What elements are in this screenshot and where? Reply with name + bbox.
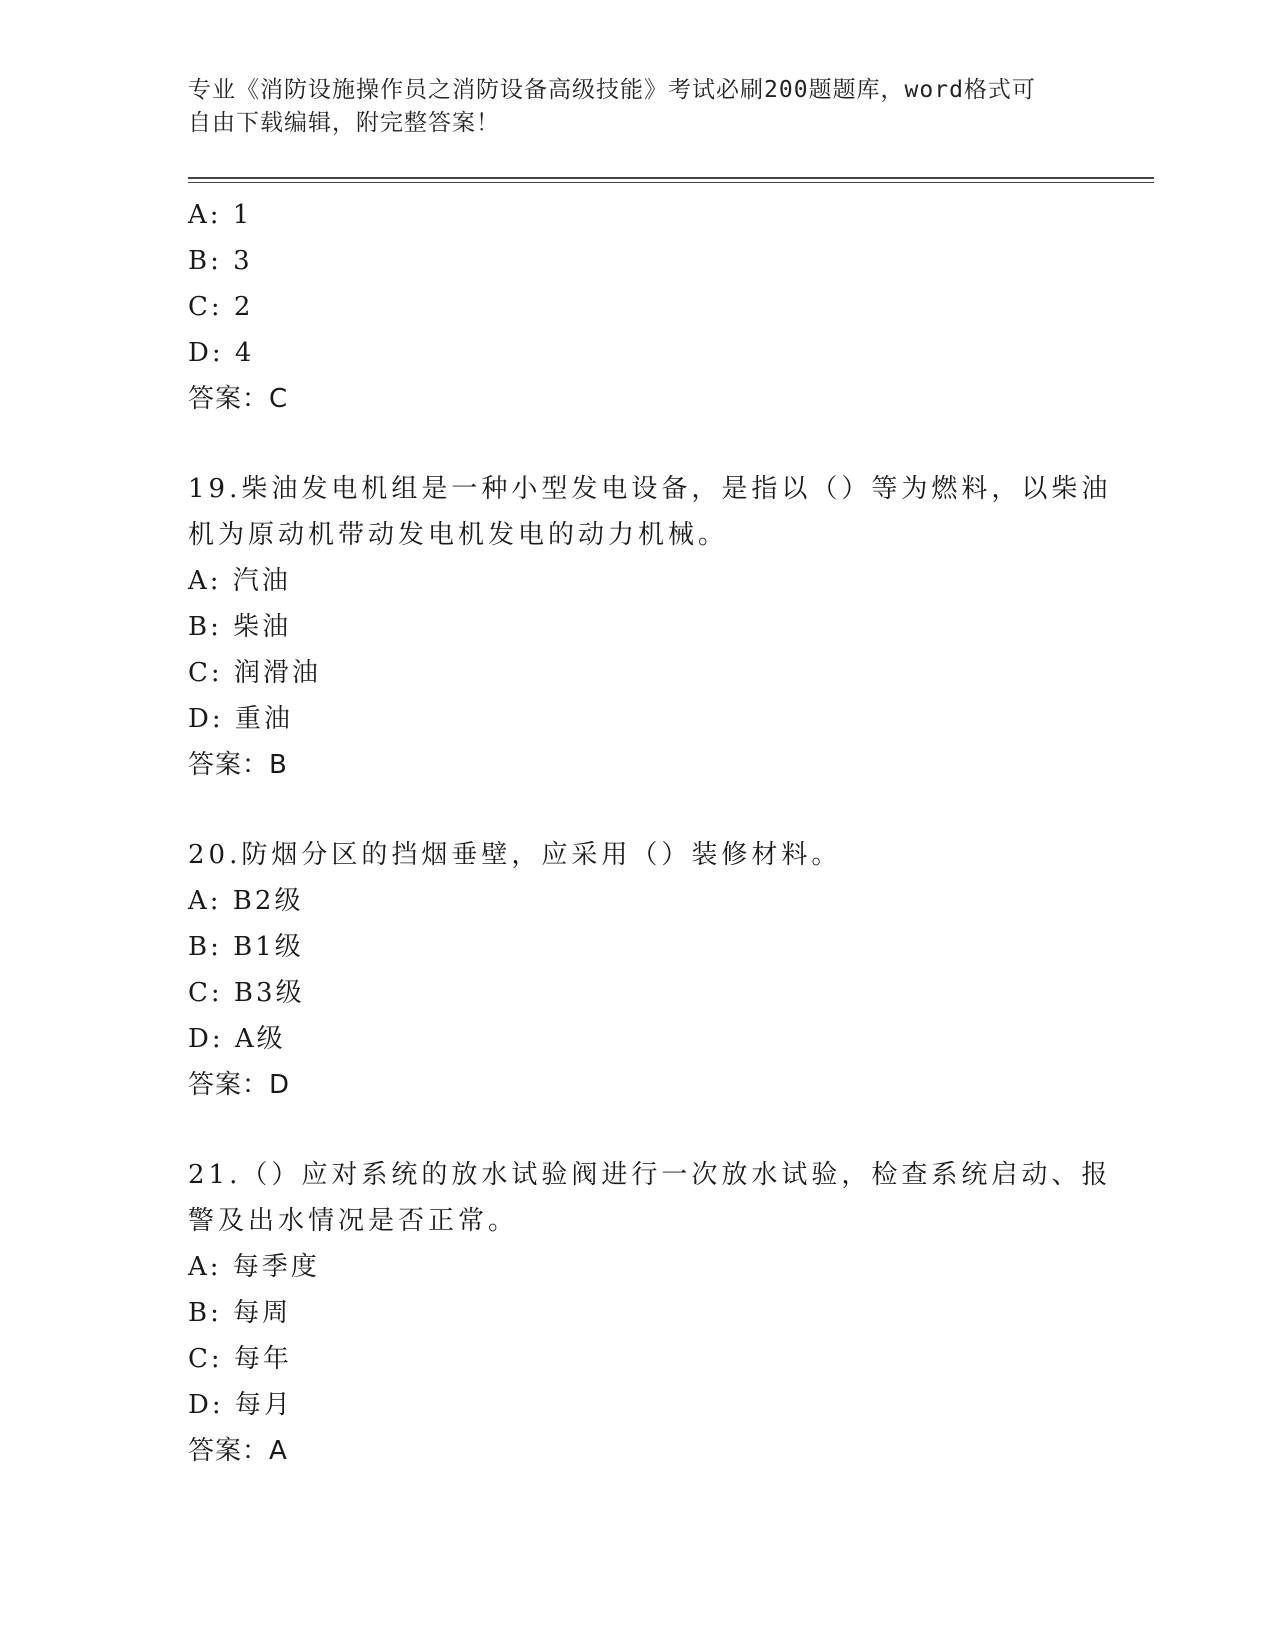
option-c: C: 每年 xyxy=(188,1344,292,1374)
header-divider-thick xyxy=(188,177,1154,179)
answer-line: 答案：C xyxy=(188,384,289,414)
question-18 xyxy=(188,192,1088,422)
spacer xyxy=(188,422,1088,466)
question-20 xyxy=(188,832,1088,1108)
answer-line: 答案：A xyxy=(188,1436,288,1466)
option-a: A: 1 xyxy=(188,200,253,230)
document-header xyxy=(188,74,1088,140)
option-b: B: B1级 xyxy=(188,932,304,962)
question-19 xyxy=(188,466,1112,788)
option-c: C: B3级 xyxy=(188,978,305,1008)
question-text-line-2: 警及出水情况是否正常。 xyxy=(188,1206,519,1236)
question-text-line-1: 21.（）应对系统的放水试验阀进行一次放水试验，检查系统启动、报 xyxy=(188,1160,1112,1190)
header-title-line-1: 专业《消防设施操作员之消防设备高级技能》考试必刷200题题库，word格式可 xyxy=(188,77,1036,103)
option-a: A: 汽油 xyxy=(188,566,291,596)
option-d: D: A级 xyxy=(188,1024,286,1054)
question-text-line-2: 机为原动机带动发电机发电的动力机械。 xyxy=(188,520,729,550)
option-a: A: B2级 xyxy=(188,886,304,916)
question-text-line-1: 19.柴油发电机组是一种小型发电设备，是指以（）等为燃料，以柴油 xyxy=(188,474,1112,504)
spacer xyxy=(188,1108,1088,1152)
question-21 xyxy=(188,1152,1112,1474)
question-text-line-1: 20.防烟分区的挡烟垂壁，应采用（）装修材料。 xyxy=(188,840,842,870)
option-b: B: 3 xyxy=(188,246,253,276)
option-b: B: 每周 xyxy=(188,1298,292,1328)
option-d: D: 每月 xyxy=(188,1390,293,1420)
option-d: D: 重油 xyxy=(188,704,293,734)
header-divider-thin xyxy=(188,182,1154,183)
option-c: C: 润滑油 xyxy=(188,658,321,688)
option-b: B: 柴油 xyxy=(188,612,292,642)
spacer xyxy=(188,788,1088,832)
option-a: A: 每季度 xyxy=(188,1252,320,1282)
option-d: D: 4 xyxy=(188,338,255,368)
option-c: C: 2 xyxy=(188,292,254,322)
answer-line: 答案：B xyxy=(188,750,288,780)
answer-line: 答案：D xyxy=(188,1070,291,1100)
header-title-line-2: 自由下载编辑，附完整答案！ xyxy=(188,110,500,136)
question-list xyxy=(188,192,1112,1474)
